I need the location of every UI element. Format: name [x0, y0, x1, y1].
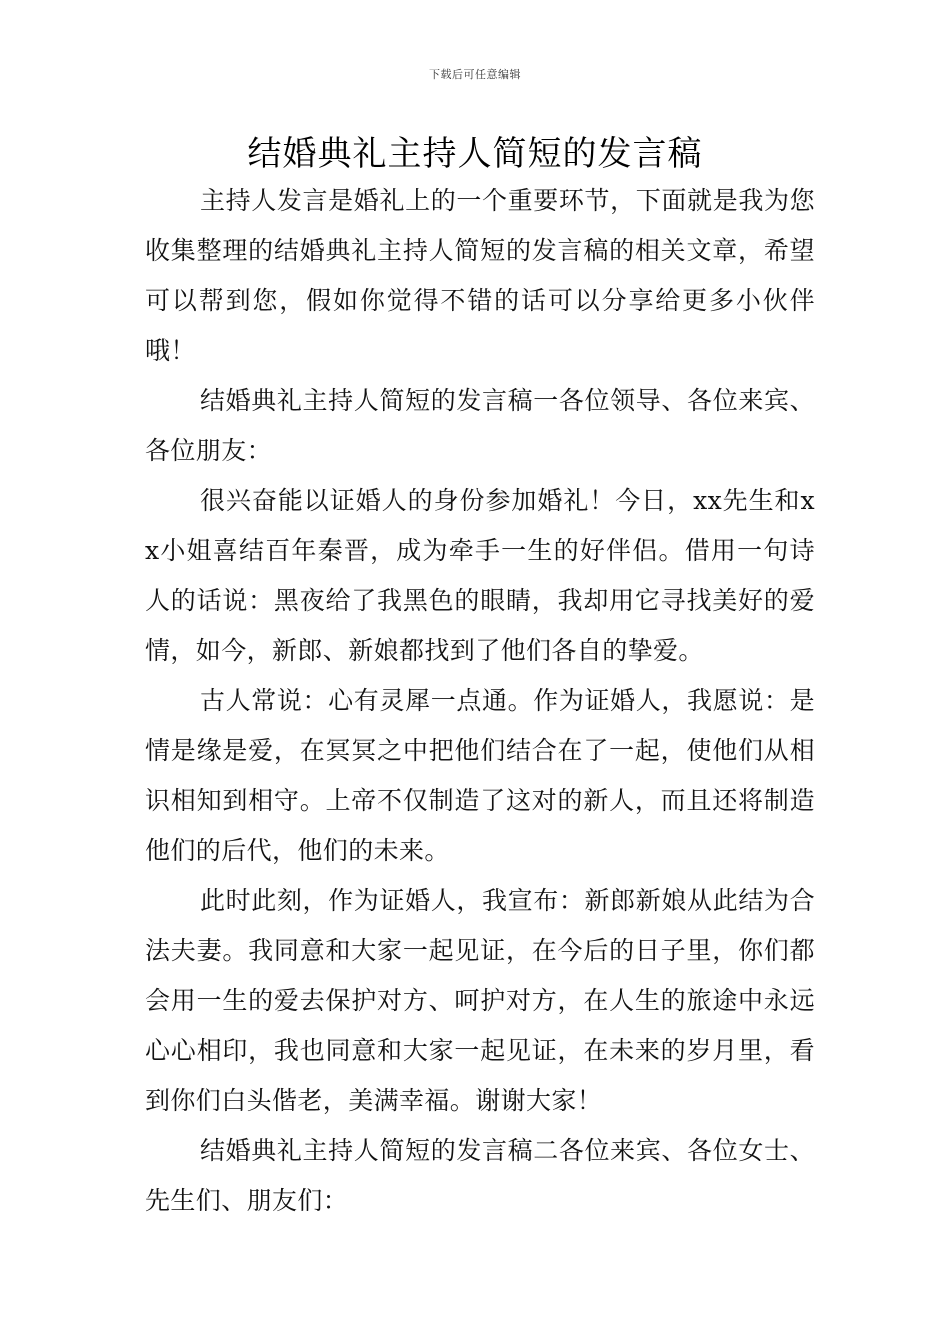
document-title: 结婚典礼主持人简短的发言稿 [247, 134, 703, 174]
paragraph-intro: 主持人发言是婚礼上的一个重要环节，下面就是我为您收集整理的结婚典礼主持人简短的发言稿的相关文章，希望可以帮到您，假如你觉得不错的话可以分享给更多小伙伴哦！ [145, 186, 815, 365]
paragraph-speech-one-body-2: 古人常说：心有灵犀一点通。作为证婚人，我愿说：是情是缘是爱，在冥冥之中把他们结合在了一起，使他们从相识相知到相守。上帝不仅制造了这对的新人，而且还将制造他们的后代，他们的未来。 [145, 686, 815, 865]
document-body [145, 176, 815, 1226]
paragraph-speech-one-body-3: 此时此刻，作为证婚人，我宣布：新郎新娘从此结为合法夫妻。我同意和大家一起见证，在今后的日子里，你们都会用一生的爱去保护对方、呵护对方，在人生的旅途中永远心心相印，我也同意和大家一起见证，在未来的岁月里，看到你们白头偕老，美满幸福。谢谢大家！ [145, 886, 815, 1115]
paragraph-speech-one-greeting: 结婚典礼主持人简短的发言稿一各位领导、各位来宾、各位朋友： [145, 386, 815, 465]
paragraph-speech-two-greeting: 结婚典礼主持人简短的发言稿二各位来宾、各位女士、先生们、朋友们： [145, 1136, 815, 1215]
paragraph-speech-one-body-1: 很兴奋能以证婚人的身份参加婚礼！今日，xx先生和xx小姐喜结百年秦晋，成为牵手一生的好伴侣。借用一句诗人的话说：黑夜给了我黑色的眼睛，我却用它寻找美好的爱情，如今，新郎、新娘都找到了他们各自的挚爱。 [145, 486, 815, 665]
header-note: 下载后可任意编辑 [429, 68, 521, 81]
